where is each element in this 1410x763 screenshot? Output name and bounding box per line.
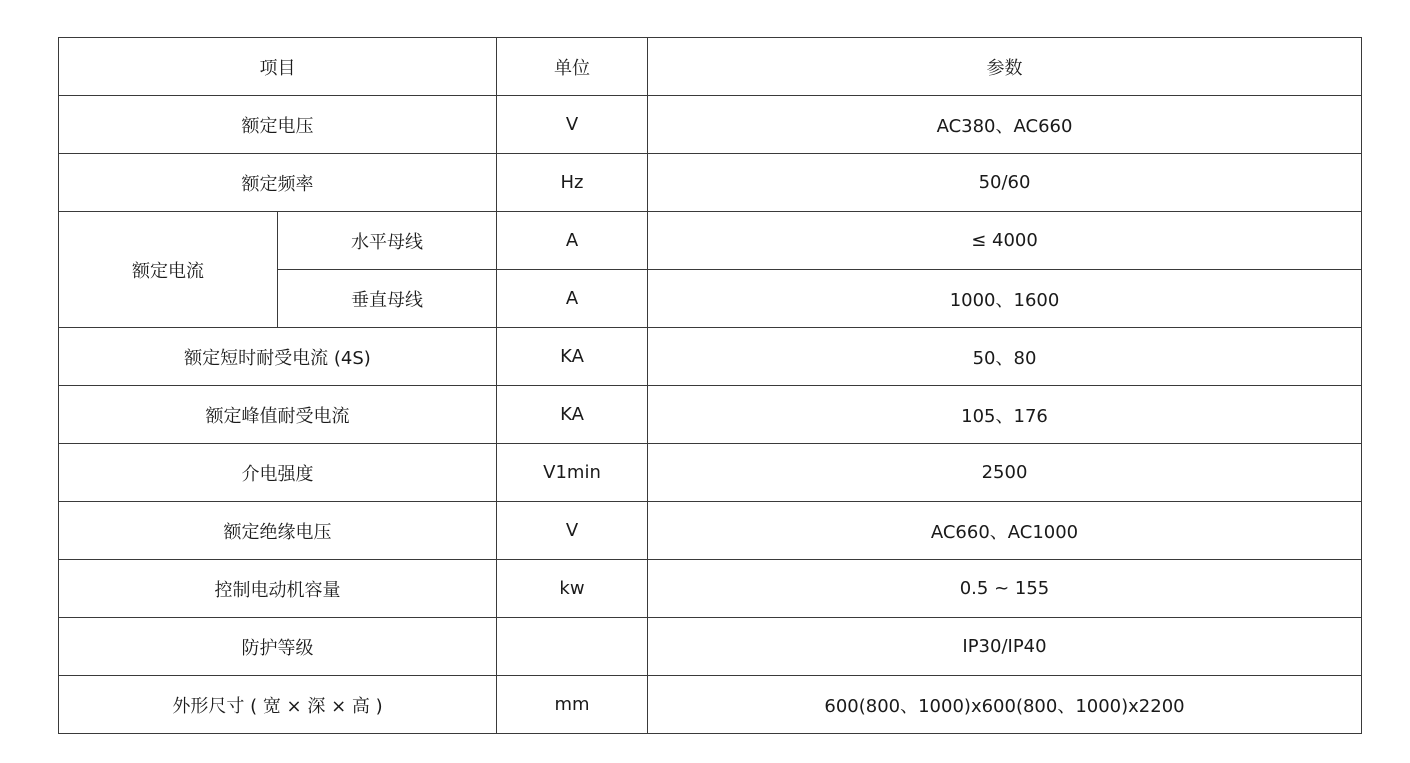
table-header-row <box>59 38 1362 96</box>
table-row <box>59 618 1362 676</box>
row-unit: mm <box>497 676 648 734</box>
row-param: 50、80 <box>648 328 1362 386</box>
table-row <box>59 328 1362 386</box>
row-item: 防护等级 <box>59 618 497 676</box>
row-item: 外形尺寸 ( 宽 × 深 × 高 ) <box>59 676 497 734</box>
row-item: 额定频率 <box>59 154 497 212</box>
table-row <box>59 386 1362 444</box>
row-item-group: 额定电流 <box>59 212 278 328</box>
row-item: 额定峰值耐受电流 <box>59 386 497 444</box>
row-param: IP30/IP40 <box>648 618 1362 676</box>
row-unit: V1min <box>497 444 648 502</box>
row-sub-item: 垂直母线 <box>278 270 497 328</box>
row-item: 额定绝缘电压 <box>59 502 497 560</box>
row-sub-item: 水平母线 <box>278 212 497 270</box>
row-param: 600(800、1000)x600(800、1000)x2200 <box>648 676 1362 734</box>
table-row <box>59 676 1362 734</box>
row-item: 控制电动机容量 <box>59 560 497 618</box>
header-unit: 单位 <box>497 38 648 96</box>
table-row <box>59 212 1362 270</box>
row-param: 50/60 <box>648 154 1362 212</box>
spec-table <box>58 37 1362 734</box>
header-param: 参数 <box>648 38 1362 96</box>
row-unit: KA <box>497 328 648 386</box>
row-param: AC380、AC660 <box>648 96 1362 154</box>
row-unit: A <box>497 270 648 328</box>
table-row <box>59 154 1362 212</box>
row-item: 额定短时耐受电流 (4S) <box>59 328 497 386</box>
row-unit: A <box>497 212 648 270</box>
header-item: 项目 <box>59 38 497 96</box>
row-unit: V <box>497 96 648 154</box>
row-param: 105、176 <box>648 386 1362 444</box>
row-param: 0.5 ~ 155 <box>648 560 1362 618</box>
row-unit <box>497 618 648 676</box>
row-unit: Hz <box>497 154 648 212</box>
row-param: AC660、AC1000 <box>648 502 1362 560</box>
table-row <box>59 502 1362 560</box>
row-unit: kw <box>497 560 648 618</box>
row-unit: V <box>497 502 648 560</box>
row-param: ≤ 4000 <box>648 212 1362 270</box>
row-param: 2500 <box>648 444 1362 502</box>
table-row <box>59 560 1362 618</box>
row-unit: KA <box>497 386 648 444</box>
table-row <box>59 444 1362 502</box>
row-param: 1000、1600 <box>648 270 1362 328</box>
row-item: 介电强度 <box>59 444 497 502</box>
table-row <box>59 96 1362 154</box>
row-item: 额定电压 <box>59 96 497 154</box>
